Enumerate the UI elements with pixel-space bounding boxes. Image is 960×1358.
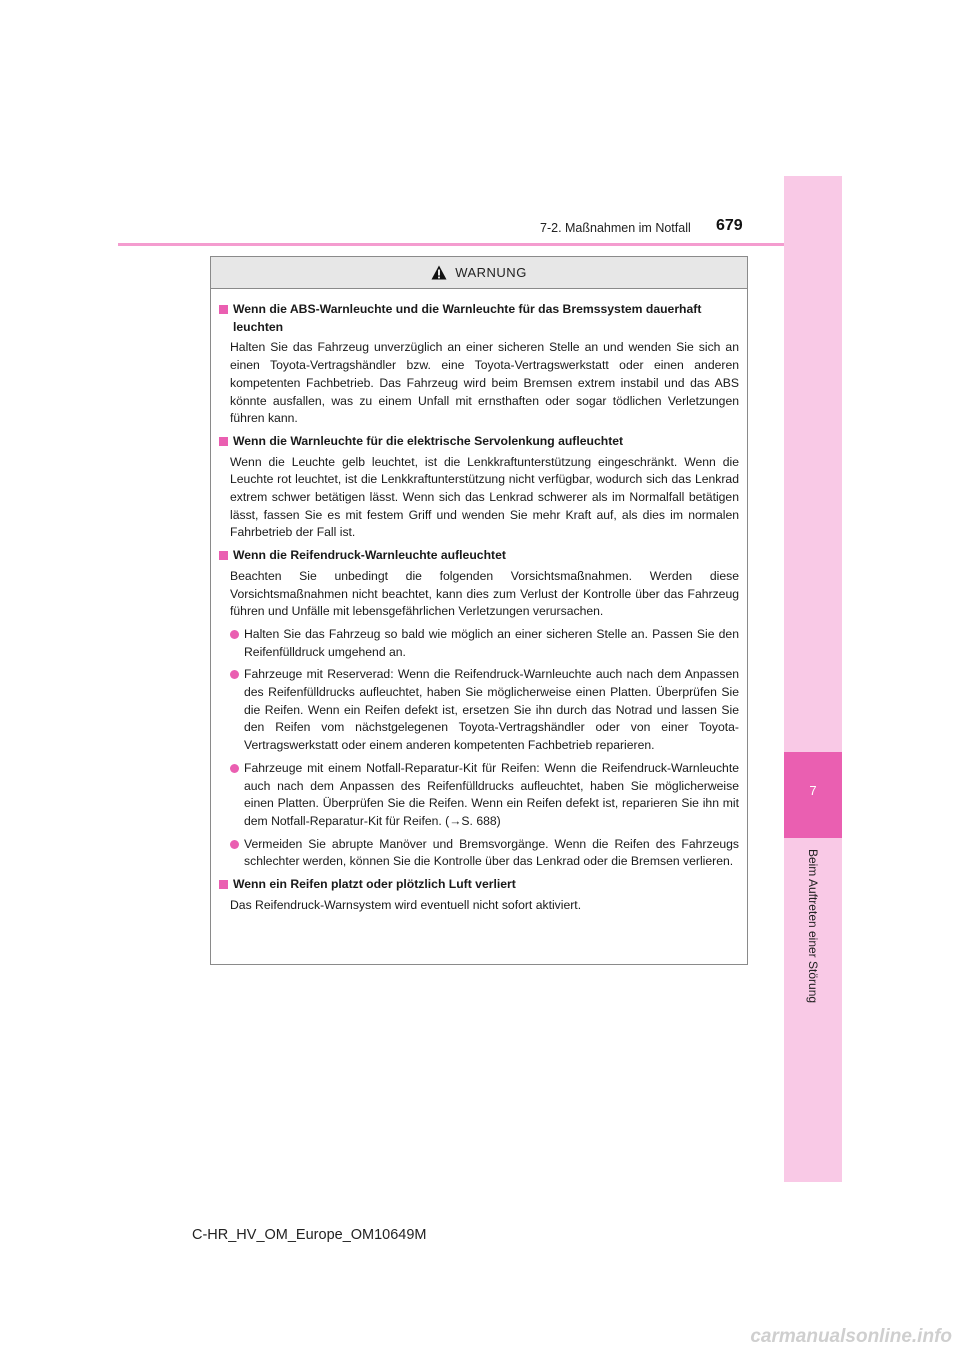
section-text: Das Reifendruck-Warnsystem wird eventuell nicht sofort aktiviert. (230, 897, 582, 912)
list-item-text: Halten Sie das Fahrzeug so bald wie möglich an einer sicheren Stelle an. Passen Sie den Reifenfülldruck umgehend an. (244, 626, 739, 659)
square-bullet-icon (219, 305, 228, 314)
square-bullet-icon (219, 880, 228, 889)
warning-box (210, 256, 748, 965)
header-rule (118, 243, 784, 246)
header-section-title: 7-2. Maßnahmen im Notfall (540, 221, 691, 235)
section-heading-row (219, 876, 739, 894)
round-bullet-icon (230, 630, 239, 639)
warning-body (211, 289, 747, 915)
list-item (219, 760, 739, 831)
watermark: carmanualsonline.info (750, 1326, 952, 1347)
list-item-text: Vermeiden Sie abrupte Manöver und Bremsvorgänge. Wenn die Reifen des Fahrzeugs schlechter werden, können Sie die Kontrolle über das Lenkrad oder die Bremsen verlieren. (244, 836, 739, 869)
warning-triangle-icon (431, 265, 447, 280)
section-heading: Wenn die ABS-Warnleuchte und die Warnleuchte für das Bremssystem dauerhaft leuchten (233, 302, 702, 334)
list-item (219, 626, 739, 661)
list-item-text: Fahrzeuge mit Reserverad: Wenn die Reifendruck-Warnleuchte auch nach dem Anpassen des Reifenfülldrucks aufleuchtet, haben Sie möglicherweise einen Platten. Überprüfen Sie die Reifen. Wenn ein Reifen defekt ist, ersetzen Sie ihn durch das Notrad und lassen Sie den Reifen vom nächstgelegenen Toyota-Vertragshändler oder von einer Toyota-Vertragswerkstatt oder einem anderen kompetenten Fachbetrieb reparieren. (244, 667, 739, 753)
chapter-title: Beim Auftreten einer Störung (806, 848, 820, 1004)
chapter-side-tab (784, 176, 842, 1182)
section-text: Beachten Sie unbedingt die folgenden Vorsichtsmaßnahmen. Werden diese Vorsichtsmaßnahmen nicht beachtet, kann dies zum Verlust der Kontrolle über das Fahrzeug führen und Unfälle mit lebensgefährlichen Verletzungen verursachen. (230, 568, 739, 619)
list-item (219, 836, 739, 871)
section-heading-row (219, 547, 739, 565)
square-bullet-icon (219, 551, 228, 560)
section-heading: Wenn ein Reifen platzt oder plötzlich Luft verliert (233, 877, 516, 892)
section-heading-row (219, 301, 739, 336)
warning-section (219, 876, 739, 914)
document-code: C-HR_HV_OM_Europe_OM10649M (192, 1227, 427, 1243)
round-bullet-icon (230, 764, 239, 773)
warning-section (219, 547, 739, 871)
round-bullet-icon (230, 840, 239, 849)
chapter-number: 7 (809, 783, 817, 798)
round-bullet-icon (230, 670, 239, 679)
section-heading: Wenn die Warnleuchte für die elektrische Servolenkung aufleuchtet (233, 433, 624, 448)
warning-title: WARNUNG (455, 265, 527, 280)
warning-section (219, 433, 739, 542)
square-bullet-icon (219, 437, 228, 446)
list-item (219, 666, 739, 755)
section-text: Wenn die Leuchte gelb leuchtet, ist die Lenkkraftunterstützung eingeschränkt. Wenn die Leuchte rot leuchtet, ist die Lenkkraftunterstützung nicht verfügbar, wodurch sich das Lenkrad extrem schwer betätigen lässt. Wenn sich das Lenkrad schwerer als im Normalfall betätigen lässt, fassen Sie es mit festem Griff und wenden Sie mehr Kraft auf, als dies im normalen Fahrbetrieb der Fall ist. (230, 454, 739, 540)
warning-header (211, 257, 747, 289)
page-number: 679 (716, 217, 743, 234)
section-text: Halten Sie das Fahrzeug unverzüglich an einer sicheren Stelle an und wenden Sie sich an einen Toyota-Vertragshändler bzw. eine Toyota-Vertragswerkstatt oder einen anderen kompetenten Fachbetrieb. Das Fahrzeug wird beim Bremsen extrem instabil und das ABS könnte ausfallen, was zu einem Unfall mit ernsthaften oder sogar tödlichen Verletzungen führen kann. (230, 340, 739, 426)
warning-section (219, 301, 739, 428)
section-heading-row (219, 433, 739, 451)
list-item-text: Fahrzeuge mit einem Notfall-Reparatur-Kit für Reifen: Wenn die Reifendruck-Warnleuchte auch nach dem Anpassen des Reifenfülldrucks aufleuchtet, haben Sie möglicherweise einen Platten. Überprüfen Sie die Reifen. Wenn ein Reifen defekt ist, reparieren Sie ihn mit dem Notfall-Reparatur-Kit für Reifen. (→S. 688) (244, 760, 739, 828)
section-heading: Wenn die Reifendruck-Warnleuchte aufleuchtet (233, 548, 506, 563)
